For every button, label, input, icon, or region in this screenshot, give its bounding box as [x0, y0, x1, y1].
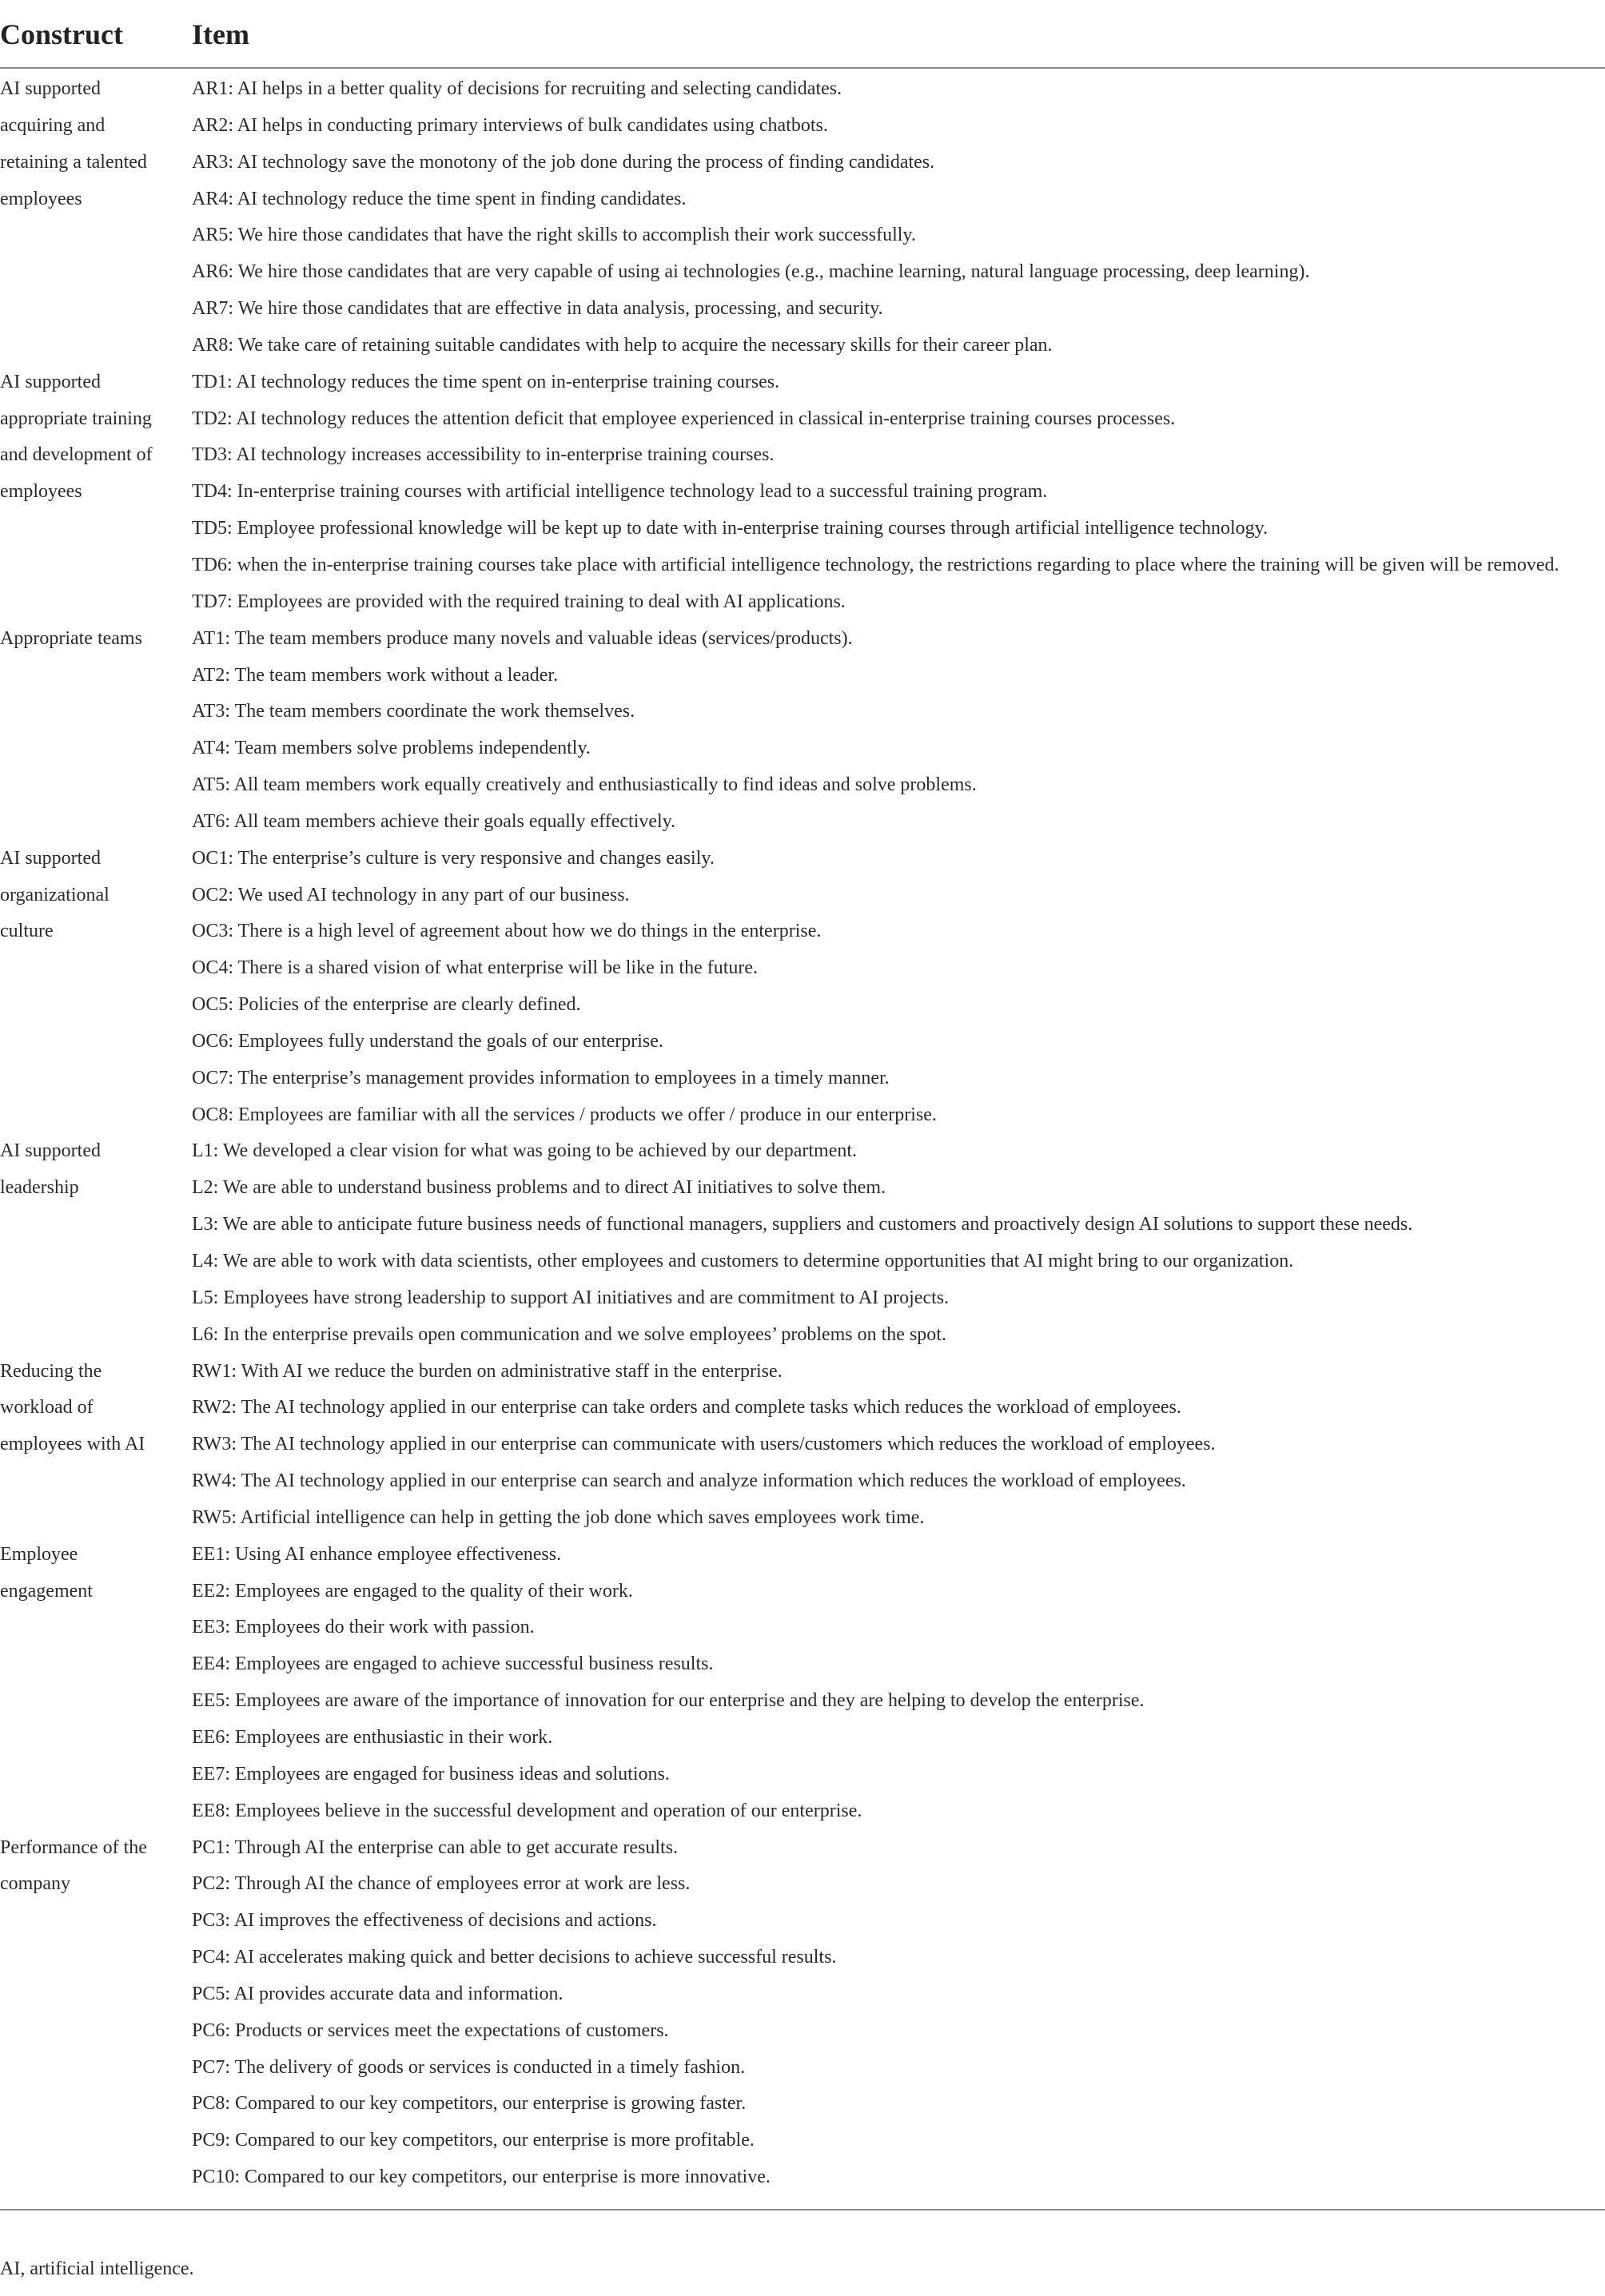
item-row: PC8: Compared to our key competitors, our enterprise is growing faster.: [192, 2093, 747, 2115]
item-row: OC5: Policies of the enterprise are clearly defined.: [192, 994, 581, 1016]
item-row: AR1: AI helps in a better quality of decisions for recruiting and selecting candidates.: [192, 78, 842, 99]
item-row: OC6: Employees fully understand the goals of our enterprise.: [192, 1030, 663, 1052]
construct-label-line: and development of: [0, 444, 153, 466]
construct-cell: [0, 621, 184, 658]
item-row: L2: We are able to understand business problems and to direct AI initiatives to solve them.: [192, 1177, 886, 1199]
item-row: AT5: All team members work equally creatively and enthusiastically to find ideas and solve problems.: [192, 774, 977, 796]
construct-label-line: Reducing the: [0, 1360, 102, 1382]
item-row: L3: We are able to anticipate future business needs of functional managers, suppliers and customers and proactively design AI solutions to support these needs.: [192, 1214, 1413, 1236]
items-cell: [192, 1354, 1605, 1537]
item-column-header: Item: [192, 18, 249, 50]
table-bottom-rule: [0, 2209, 1605, 2210]
construct-label-line: Appropriate teams: [0, 627, 142, 649]
items-cell: [192, 1133, 1605, 1353]
item-row: EE8: Employees believe in the successful development and operation of our enterprise.: [192, 1800, 862, 1821]
construct-label-line: AI supported: [0, 1140, 101, 1162]
item-row: EE2: Employees are engaged to the quality of their work.: [192, 1580, 633, 1602]
item-row: OC2: We used AI technology in any part of our business.: [192, 884, 630, 905]
item-row: PC1: Through AI the enterprise can able to get accurate results.: [192, 1836, 679, 1858]
items-cell: [192, 364, 1605, 621]
construct-label-line: culture: [0, 921, 54, 942]
item-row: TD5: Employee professional knowledge will be kept up to date with in-enterprise training courses through artificial intelligence technology.: [192, 518, 1268, 539]
items-cell: [192, 1830, 1605, 2196]
item-row: AT1: The team members produce many novels and valuable ideas (services/products).: [192, 627, 853, 649]
item-row: EE7: Employees are engaged for business ideas and solutions.: [192, 1763, 670, 1785]
item-row: TD3: AI technology increases accessibility to in-enterprise training courses.: [192, 444, 775, 466]
construct-cell: [0, 1830, 184, 1904]
construct-cell: [0, 364, 184, 511]
item-row: PC6: Products or services meet the expectations of customers.: [192, 2019, 669, 2041]
construct-label-line: AI supported: [0, 847, 101, 869]
construct-label-line: appropriate training: [0, 408, 152, 429]
item-row: TD2: AI technology reduces the attention deficit that employee experienced in classical in-enterprise training courses processes.: [192, 408, 1176, 429]
item-row: PC3: AI improves the effectiveness of decisions and actions.: [192, 1910, 657, 1932]
item-row: OC1: The enterprise’s culture is very responsive and changes easily.: [192, 847, 715, 869]
item-row: OC3: There is a high level of agreement about how we do things in the enterprise.: [192, 921, 822, 942]
item-row: L4: We are able to work with data scientists, other employees and customers to determine opportunities that AI might bring to our organization.: [192, 1251, 1294, 1271]
items-cell: [192, 841, 1605, 1134]
construct-label-line: employees with AI: [0, 1434, 145, 1455]
item-row: RW1: With AI we reduce the burden on administrative staff in the enterprise.: [192, 1360, 783, 1382]
items-cell: [192, 71, 1605, 364]
item-row: AT4: Team members solve problems independently.: [192, 738, 591, 759]
construct-group: [0, 1354, 1605, 1537]
construct-group: [0, 364, 1605, 621]
item-row: EE6: Employees are enthusiastic in their work.: [192, 1726, 553, 1748]
item-row: EE1: Using AI enhance employee effectiveness.: [192, 1543, 562, 1565]
construct-label-line: Employee: [0, 1543, 78, 1565]
construct-label-line: AI supported: [0, 371, 101, 392]
construct-label-line: AI supported: [0, 78, 101, 99]
table-body: [0, 71, 1605, 2196]
item-row: PC10: Compared to our key competitors, our enterprise is more innovative.: [192, 2167, 771, 2188]
item-row: OC4: There is a shared vision of what enterprise will be like in the future.: [192, 957, 759, 979]
construct-label-line: acquiring and: [0, 114, 106, 136]
construct-label-line: employees: [0, 188, 82, 209]
item-row: AR2: AI helps in conducting primary interviews of bulk candidates using chatbots.: [192, 114, 828, 136]
item-row: RW3: The AI technology applied in our enterprise can communicate with users/customers which reduces the workload of employees.: [192, 1434, 1216, 1455]
item-row: TD1: AI technology reduces the time spent on in-enterprise training courses.: [192, 371, 780, 392]
item-row: L5: Employees have strong leadership to support AI initiatives and are commitment to AI projects.: [192, 1287, 950, 1308]
item-row: AT3: The team members coordinate the work themselves.: [192, 701, 635, 722]
item-row: TD6: when the in-enterprise training courses take place with artificial intelligence technology, the restrictions regarding to place where the training will be given will be removed.: [192, 554, 1559, 575]
construct-label-line: company: [0, 1873, 70, 1895]
construct-label-line: leadership: [0, 1177, 79, 1199]
item-row: PC9: Compared to our key competitors, our enterprise is more profitable.: [192, 2130, 755, 2151]
item-row: RW4: The AI technology applied in our enterprise can search and analyze information which reduces the workload of employees.: [192, 1470, 1186, 1492]
item-row: AR8: We take care of retaining suitable candidates with help to acquire the necessary skills for their career plan.: [192, 334, 1053, 356]
item-row: AR4: AI technology reduce the time spent in finding candidates.: [192, 188, 687, 209]
items-cell: [192, 621, 1605, 841]
construct-group: [0, 1537, 1605, 1830]
construct-label-line: engagement: [0, 1580, 93, 1602]
item-row: EE5: Employees are aware of the importance of innovation for our enterprise and they are helping to develop the enterprise.: [192, 1690, 1145, 1712]
construct-cell: [0, 1354, 184, 1464]
table-header-row: [0, 0, 1605, 69]
item-row: RW2: The AI technology applied in our enterprise can take orders and complete tasks which reduces the workload of employees.: [192, 1397, 1181, 1419]
item-row: PC4: AI accelerates making quick and better decisions to achieve successful results.: [192, 1947, 837, 1968]
construct-label-line: employees: [0, 481, 82, 503]
construct-column-header: Construct: [0, 18, 123, 50]
item-row: AR7: We hire those candidates that are effective in data analysis, processing, and security.: [192, 298, 883, 320]
item-row: OC8: Employees are familiar with all the services / products we offer / produce in our enterprise.: [192, 1104, 937, 1125]
construct-label-line: organizational: [0, 884, 110, 905]
item-row: L1: We developed a clear vision for what was going to be achieved by our department.: [192, 1140, 858, 1162]
item-row: EE3: Employees do their work with passion.: [192, 1617, 535, 1638]
construct-cell: [0, 1537, 184, 1610]
construct-label-line: retaining a talented: [0, 151, 147, 173]
construct-group: [0, 1133, 1605, 1353]
item-row: AT2: The team members work without a leader.: [192, 664, 559, 686]
item-row: TD7: Employees are provided with the required training to deal with AI applications.: [192, 591, 846, 612]
construct-label-line: workload of: [0, 1397, 94, 1419]
construct-group: [0, 71, 1605, 364]
item-row: RW5: Artificial intelligence can help in getting the job done which saves employees work time.: [192, 1506, 925, 1528]
item-row: OC7: The enterprise’s management provides information to employees in a timely manner.: [192, 1067, 890, 1088]
item-row: PC5: AI provides accurate data and information.: [192, 1983, 564, 2004]
item-row: PC7: The delivery of goods or services is conducted in a timely fashion.: [192, 2056, 746, 2078]
construct-cell: [0, 841, 184, 951]
item-row: TD4: In-enterprise training courses with artificial intelligence technology lead to a successful training program.: [192, 481, 1048, 503]
construct-cell: [0, 71, 184, 217]
construct-group: [0, 841, 1605, 1134]
item-row: EE4: Employees are engaged to achieve successful business results.: [192, 1653, 714, 1675]
item-row: AR5: We hire those candidates that have the right skills to accomplish their work successfully.: [192, 225, 916, 246]
construct-group: [0, 621, 1605, 841]
construct-group: [0, 1830, 1605, 2196]
item-row: PC2: Through AI the chance of employees error at work are less.: [192, 1873, 691, 1895]
table-footnote: AI, artificial intelligence.: [0, 2258, 194, 2279]
construct-cell: [0, 1133, 184, 1207]
items-cell: [192, 1537, 1605, 1830]
item-row: L6: In the enterprise prevails open communication and we solve employees’ problems on the spot.: [192, 1323, 946, 1345]
item-row: AT6: All team members achieve their goals equally effectively.: [192, 810, 676, 832]
item-row: AR3: AI technology save the monotony of the job done during the process of finding candidates.: [192, 151, 935, 173]
item-row: AR6: We hire those candidates that are very capable of using ai technologies (e.g., machine learning, natural language processing, deep learning).: [192, 261, 1310, 283]
construct-label-line: Performance of the: [0, 1836, 147, 1858]
